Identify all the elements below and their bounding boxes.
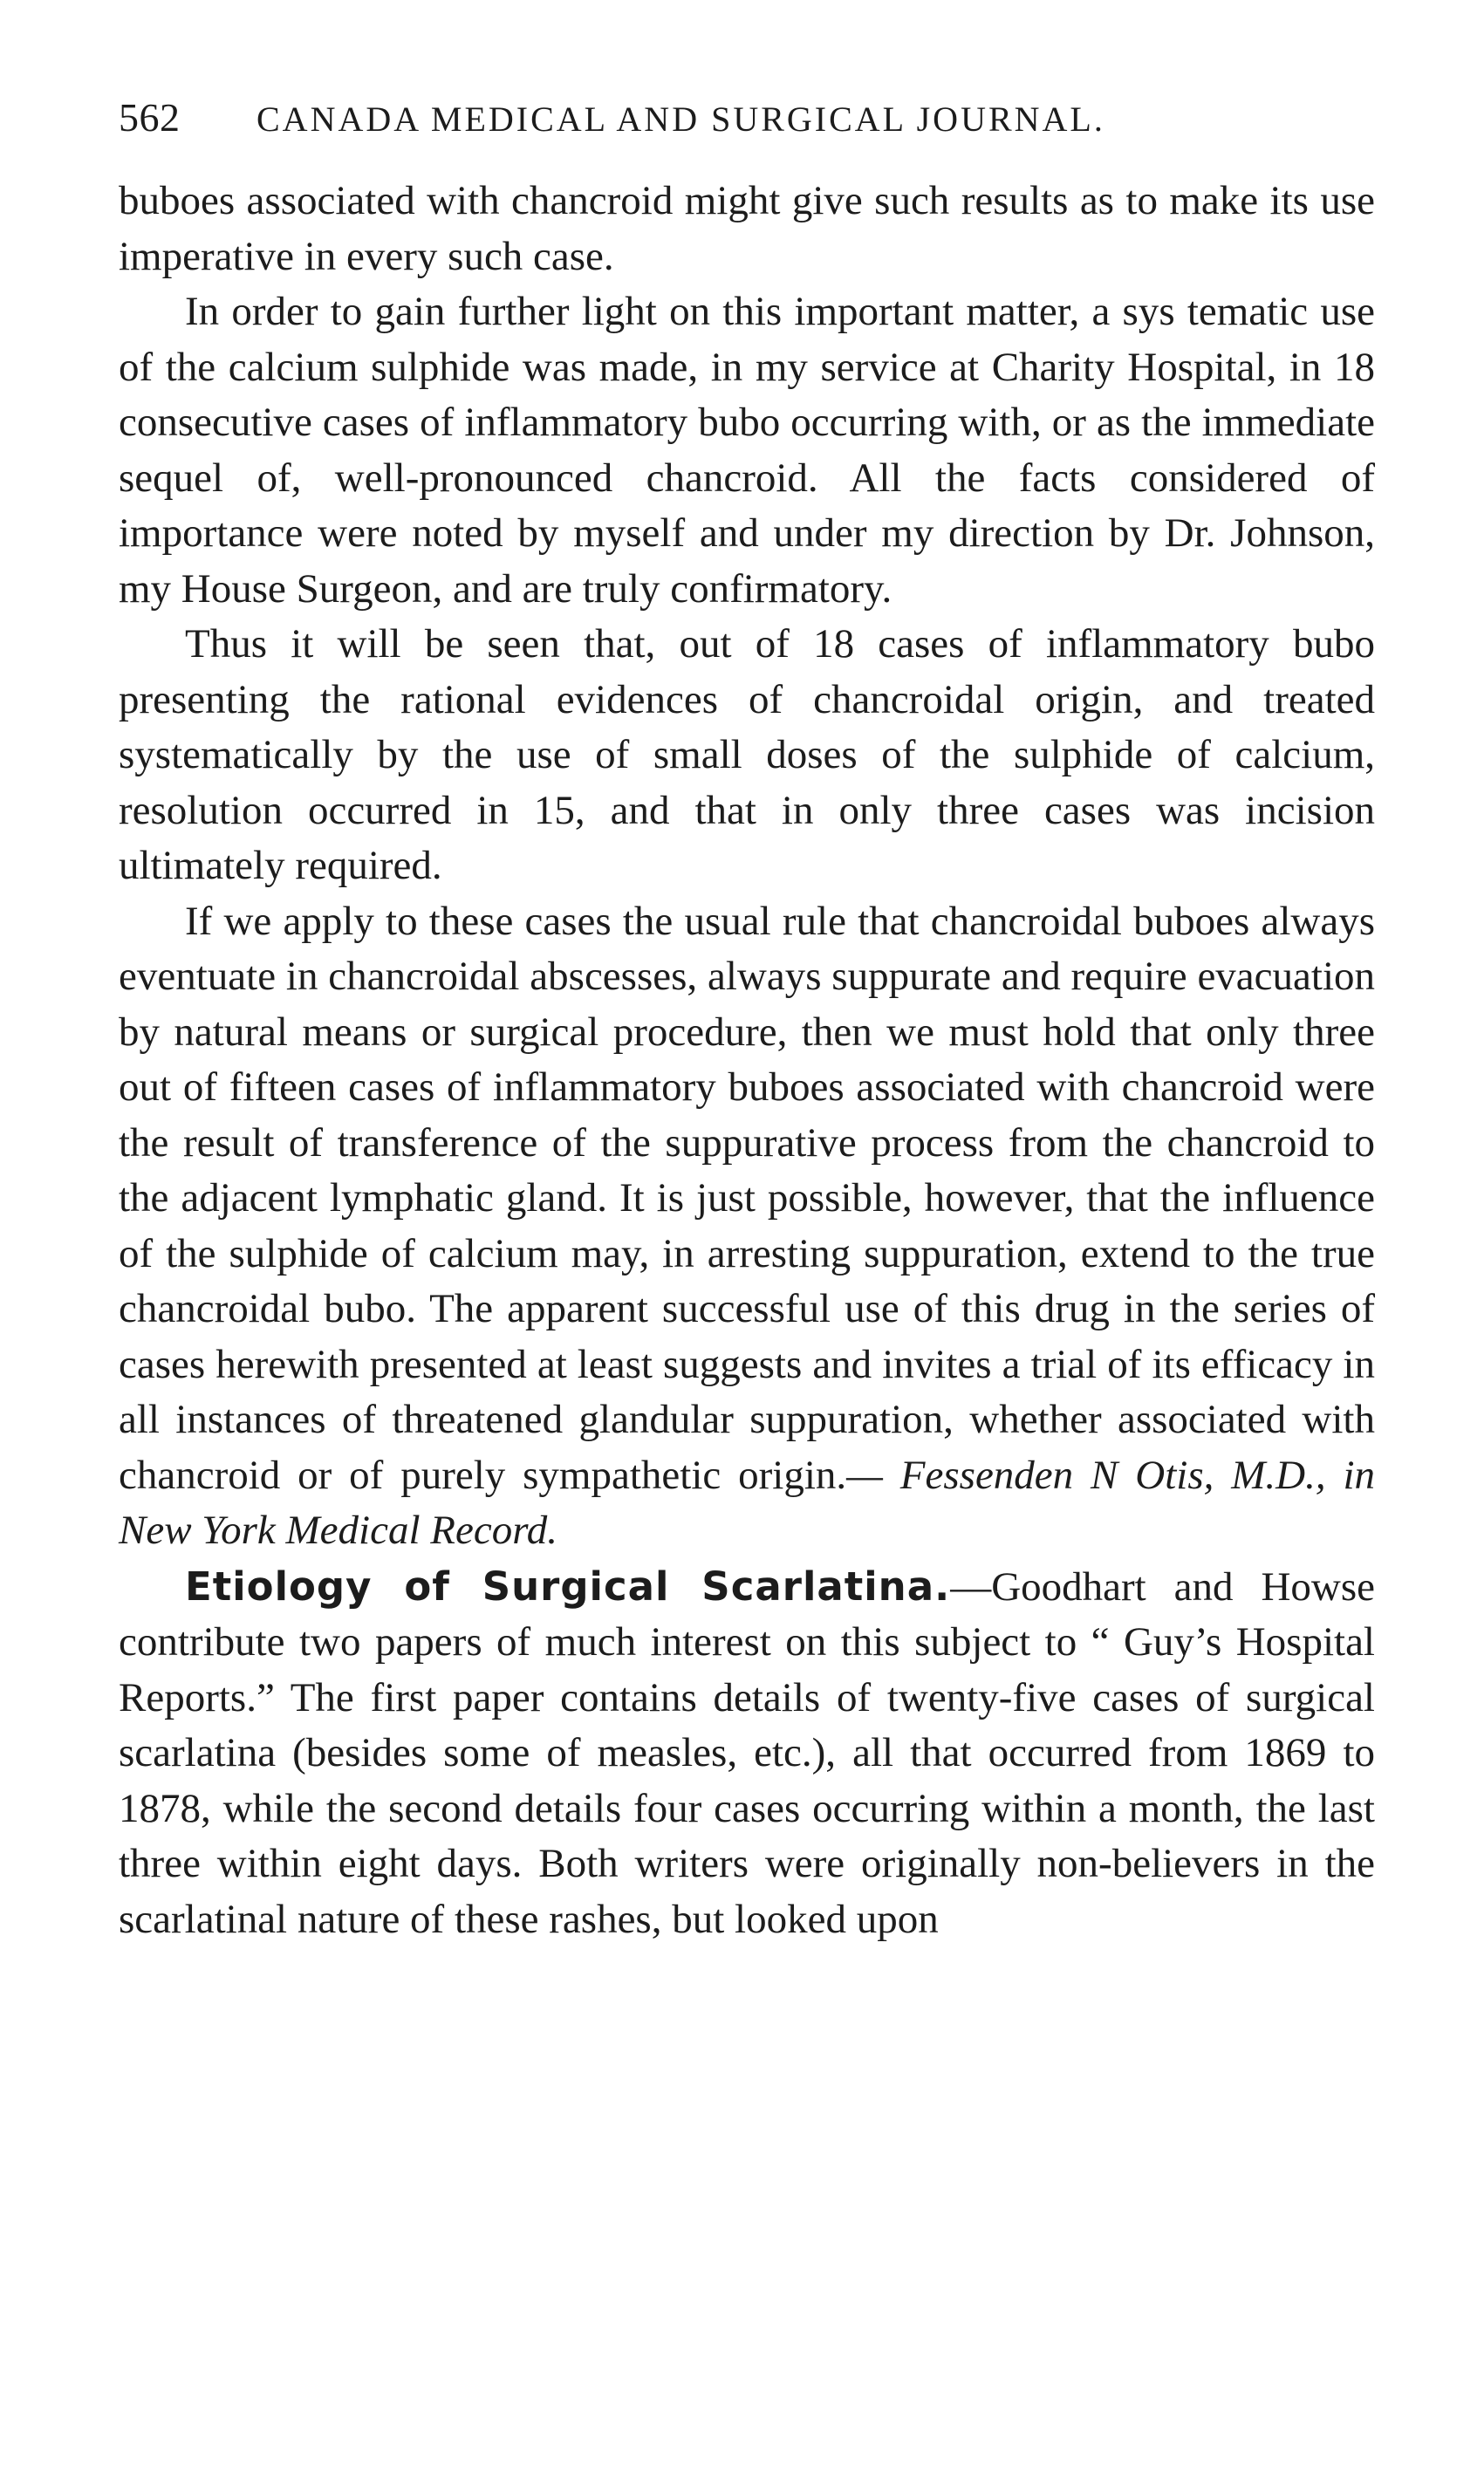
page-number: 562 (119, 95, 181, 140)
journal-title: CANADA MEDICAL AND SURGICAL JOURNAL. (256, 99, 1105, 139)
attribution: — Fessenden N Otis, M.D., in New York Medical Record. (119, 1452, 1375, 1553)
journal-page (119, 94, 1375, 1947)
running-head (119, 94, 1375, 140)
section-text: —Goodhart and Howse contribute two papers of much interest on this subject to “ Guy’s Hospital Reports.” The first paper contains details of twenty-five cases of surgical scarlatina (besides some of measles, etc.), all that occurred from 1869 to 1878, while the second details four cases occurring within a month, the last three within eight days. Both writers were originally non-believers in the scarlatinal nature of these rashes, but looked upon (119, 1563, 1375, 1942)
paragraph-with-attribution (119, 894, 1375, 1559)
paragraph-continued: buboes associated with chancroid might give such results as to make its use imperative in every such case. (119, 178, 1375, 279)
paragraph-text: If we apply to these cases the usual rule that chancroidal buboes always eventuate in chancroidal abscesses, always suppurate and require evacuation by natural means or surgical procedure, then we must hold that only three out of fifteen cases of inflammatory buboes associated with chancroid were the result of transference of the suppurative process from the chancroid to the adjacent lymphatic gland. It is just possible, however, that the influence of the sulphide of calcium may, in arresting suppuration, extend to the true chancroidal bubo. The apparent successful use of this drug in the series of cases herewith presented at least suggests and invites a trial of its efficacy in all instances of threatened glandular suppuration, whether associated with chancroid or of purely sympathetic origin. (119, 898, 1375, 1498)
article-body (119, 174, 1375, 1947)
section-heading: Etiology of Surgical Scarlatina. (185, 1563, 951, 1610)
section-paragraph (119, 1559, 1375, 1948)
paragraph: Thus it will be seen that, out of 18 cases of inflammatory bubo presenting the rational evidences of chancroidal origin, and treated systematically by the use of small doses of the sulphide of calcium, resolution occurred in 15, and that in only three cases was incision ultimately required. (119, 621, 1375, 888)
paragraph: In order to gain further light on this important matter, a sys tematic use of the calcium sulphide was made, in my service at Charity Hospital, in 18 consecutive cases of inflammatory bubo occurring with, or as the immediate sequel of, well-pronounced chancroid. All the facts considered of importance were noted by myself and under my direction by Dr. Johnson, my House Surgeon, and are truly confirmatory. (119, 289, 1375, 612)
